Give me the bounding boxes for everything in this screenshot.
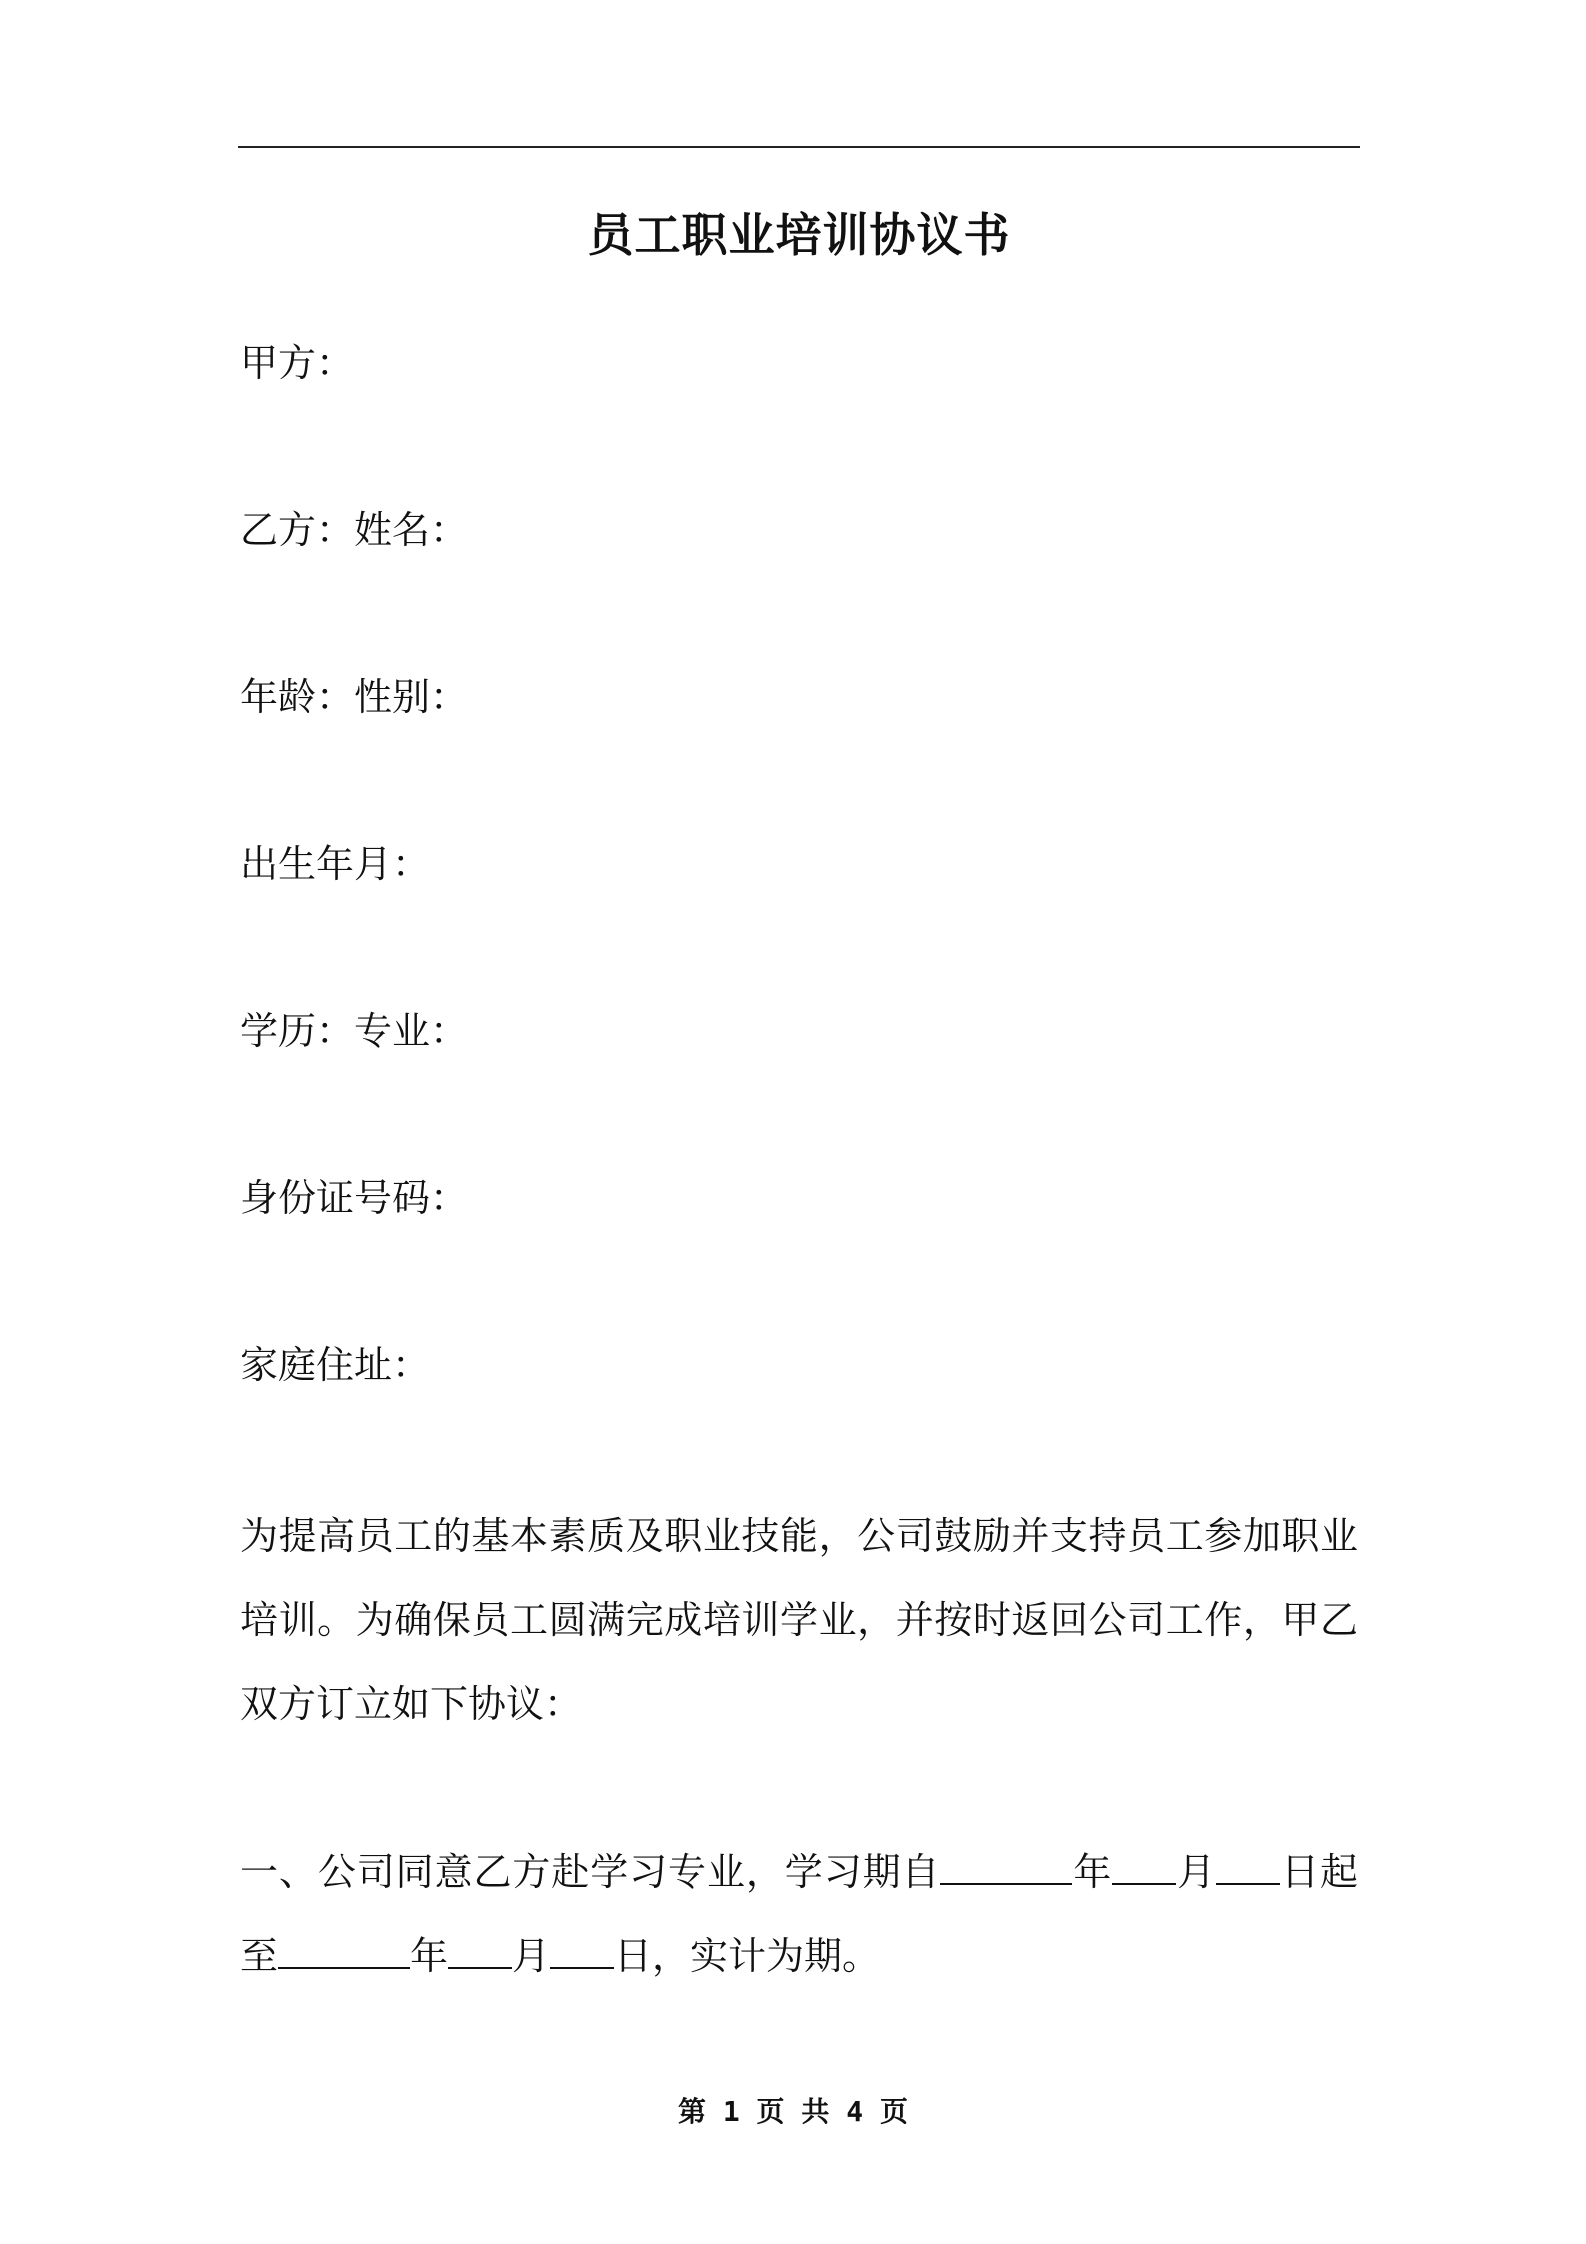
end-year-label: 年 bbox=[410, 1934, 449, 1978]
end-day-blank bbox=[550, 1937, 614, 1969]
end-month-blank bbox=[448, 1937, 512, 1969]
header-rule bbox=[238, 146, 1360, 148]
clause-1-paragraph bbox=[240, 1830, 1358, 1998]
field-age-gender: 年龄：性别： bbox=[240, 675, 469, 719]
field-birth-date: 出生年月： bbox=[240, 842, 431, 886]
document-title: 员工职业培训协议书 bbox=[587, 208, 1011, 262]
end-year-blank bbox=[278, 1937, 410, 1969]
field-id-number: 身份证号码： bbox=[240, 1176, 469, 1220]
end-month-label: 月 bbox=[512, 1934, 551, 1978]
to-label: 至 bbox=[240, 1934, 279, 1978]
field-home-address: 家庭住址： bbox=[240, 1343, 431, 1387]
field-party-a: 甲方： bbox=[240, 341, 355, 385]
field-party-b-name: 乙方：姓名： bbox=[240, 508, 469, 552]
intro-paragraph: 为提高员工的基本素质及职业技能，公司鼓励并支持员工参加职业培训。为确保员工圆满完成培训学业，并按时返回公司工作，甲乙双方订立如下协议： bbox=[240, 1514, 1358, 1726]
year-label: 年 bbox=[1072, 1850, 1113, 1894]
start-year-blank bbox=[940, 1853, 1072, 1885]
clause-1-text-a: 一、公司同意乙方赴学习专业，学习期自 bbox=[240, 1850, 941, 1894]
field-education-major: 学历：专业： bbox=[240, 1009, 469, 1053]
start-month-blank bbox=[1112, 1853, 1176, 1885]
month-label: 月 bbox=[1176, 1850, 1217, 1894]
page-number-footer: 第 1 页 共 4 页 bbox=[677, 2095, 908, 2128]
start-day-blank bbox=[1216, 1853, 1280, 1885]
day-end-label: 日，实计为期。 bbox=[614, 1934, 881, 1978]
day-from-label: 日起 bbox=[1280, 1850, 1358, 1894]
